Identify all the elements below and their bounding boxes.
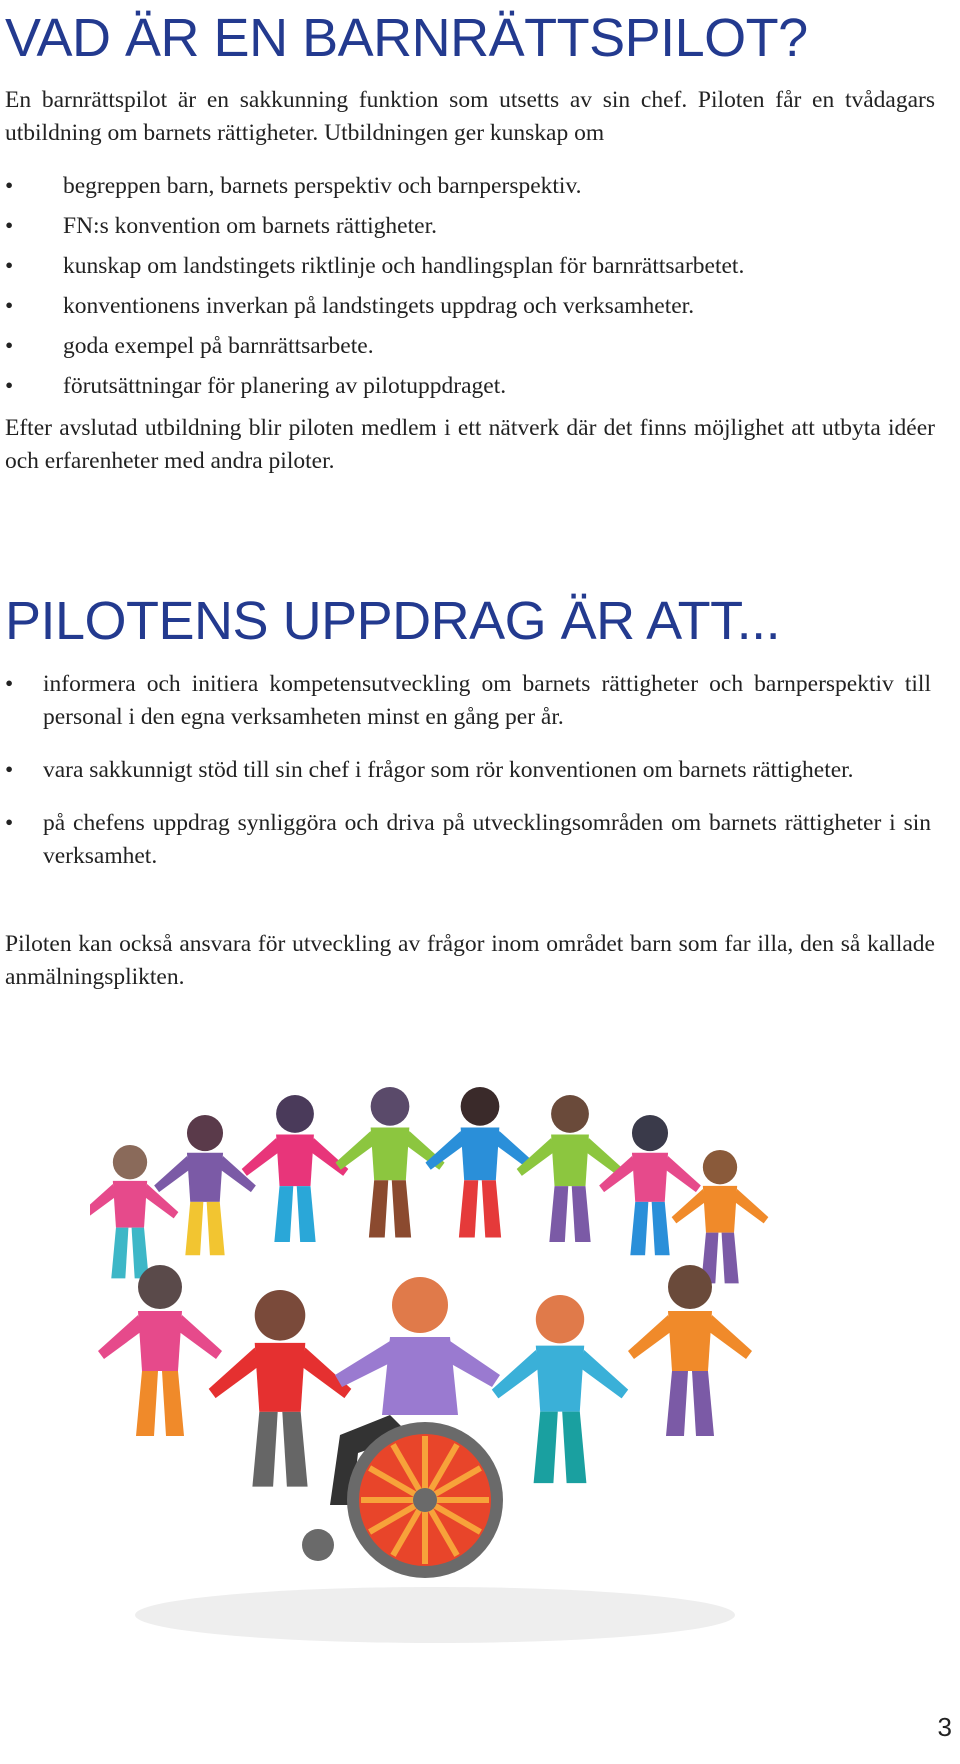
list-item [5,668,931,734]
paper-child-figure [599,1115,701,1255]
bullet-icon: • [5,253,14,279]
bullet-icon: • [5,213,14,239]
list-item-text: informera och initiera kompetensutveckling om barnets rättigheter och barnperspektiv till personal i den egna verksamheten minst en gång per år. [43,671,931,730]
section-heading-pilot-mission: PILOTENS UPPDRAG ÄR ATT... [5,591,781,651]
list-item [5,370,744,410]
paper-child-figure [242,1095,349,1242]
reporting-duty-paragraph: Piloten kan också ansvara för utveckling av frågor inom området barn som far illa, den så kallade anmälningsplikten. [5,931,935,990]
list-item [5,754,931,787]
paper-child-figure [492,1295,628,1483]
list-item-text: FN:s konvention om barnets rättigheter. [63,213,437,239]
bullet-icon: • [5,333,14,359]
section-heading-what-is-pilot: VAD ÄR EN BARNRÄTTSPILOT? [5,8,808,68]
list-item [5,807,931,873]
list-item [5,250,744,290]
paper-child-figure [209,1290,352,1487]
page-number: 3 [937,1712,952,1742]
list-item-text: vara sakkunnigt stöd till sin chef i frågor som rör konventionen om barnets rättigheter. [43,757,854,783]
list-item-text: begreppen barn, barnets perspektiv och barnperspektiv. [63,173,582,199]
paper-child-figure [672,1150,769,1283]
list-item-text: kunskap om landstingets riktlinje och handlingsplan för barnrättsarbetet. [63,253,745,279]
list-item-text: på chefens uppdrag synliggöra och driva på utvecklingsområden om barnets rättigheter i sin verksamhet. [43,810,931,869]
intro-paragraph: En barnrättspilot är en sakkunning funktion som utsetts av sin chef. Piloten får en tvådagars utbildning om barnets rättigheter. Utbildningen ger kunskap om [5,87,935,146]
bullet-icon: • [5,757,14,783]
list-item [5,330,744,370]
paper-child-figure [628,1265,752,1436]
bullet-icon: • [5,810,14,836]
paper-child-figure [517,1095,624,1242]
wheelchair-child-figure [302,1277,503,1578]
paper-children-circle-illustration [90,1075,780,1650]
list-item [5,210,744,250]
list-item [5,290,744,330]
list-item [5,170,744,210]
list-item-text: konventionens inverkan på landstingets uppdrag och verksamheter. [63,293,695,319]
shadow-shape [135,1587,735,1643]
network-paragraph: Efter avslutad utbildning blir piloten medlem i ett nätverk där det finns möjlighet att utbyta idéer och erfarenheter med andra piloter. [5,415,935,474]
paper-child-figure [154,1115,256,1255]
bullet-icon: • [5,373,14,399]
bullet-icon: • [5,293,14,319]
training-topics-list [5,170,744,410]
paper-child-figure [90,1145,178,1278]
mission-list [5,668,931,893]
bullet-icon: • [5,671,14,697]
bullet-icon: • [5,173,14,199]
list-item-text: förutsättningar för planering av pilotuppdraget. [63,373,507,399]
paper-child-figure [98,1265,222,1436]
list-item-text: goda exempel på barnrättsarbete. [63,333,374,359]
